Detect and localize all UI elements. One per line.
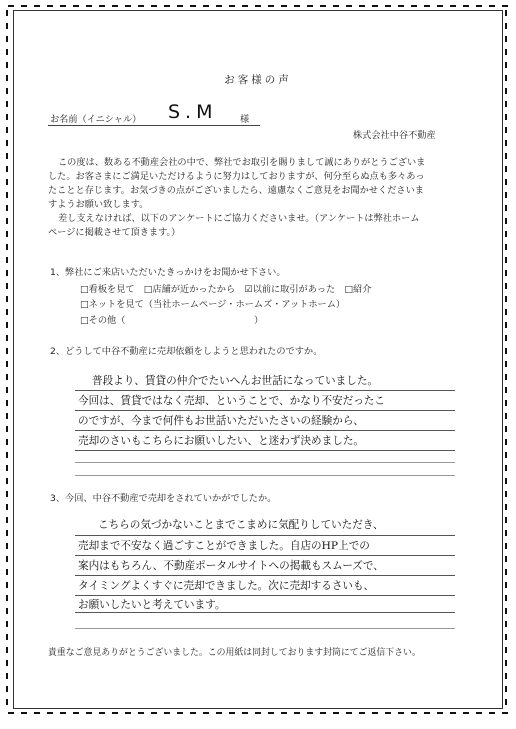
name-label: お名前（イニシャル） <box>50 114 142 125</box>
q1-option-row[interactable]: □その他（ ） <box>80 315 264 326</box>
company-name: 株式会社中谷不動産 <box>353 130 436 141</box>
answer-line <box>75 450 455 451</box>
q2-answer-line: のですが、今まで何件もお世話いただいたさいの経験から、 <box>78 415 365 427</box>
q1-question: 1、弊社にご来店いただいたきっかけをお聞かせ下さい。 <box>50 267 286 278</box>
page-title: お客様の声 <box>224 74 292 86</box>
intro-line: ページに掲載させて頂きます。） <box>48 227 181 238</box>
answer-line <box>75 612 455 613</box>
q3-answer-line: こちらの気づかないことまでこまめに気配りしていただき、 <box>98 519 384 531</box>
answer-line <box>75 595 455 596</box>
q3-question: 3、今回、中谷不動産で売却をされていかがでしたか。 <box>50 493 277 504</box>
q2-answer-line: 今回は、賃貸ではなく売却、ということで、かなり不安だったこ <box>78 395 386 407</box>
answer-line <box>75 410 455 411</box>
q1-option-row[interactable]: □ネットを見て（当社ホームページ・ホームズ・アットホーム） <box>80 299 346 310</box>
intro-line: たことと存じます。お気づきの点がございましたら、遠慮なくご意見をお聞かせくださいま <box>48 185 424 196</box>
answer-line <box>75 555 455 556</box>
intro-line: この度は、数ある不動産会社の中で、弊社でお取引を賜りまして誠にありがとうございま <box>58 157 426 168</box>
name-underline <box>48 125 260 126</box>
answer-line <box>75 575 455 576</box>
q2-question: 2、どうして中谷不動産に売却依頼をしようと思われたのですか。 <box>50 346 323 357</box>
top-border <box>8 5 508 7</box>
answer-line <box>75 462 455 463</box>
q1-option-row[interactable]: □看板を見て □店舗が近かったから ☑以前に取引があった □紹介 <box>80 284 372 295</box>
q3-answer-line: お願いしたいと考えています。 <box>78 599 226 611</box>
q3-answer-line: 案内はもちろん、不動産ポータルサイトへの掲載もスムーズで、 <box>78 560 384 572</box>
bottom-border <box>8 712 508 714</box>
answer-line <box>75 535 455 536</box>
right-border <box>505 10 507 708</box>
q2-answer-line: 売却のさいもこちらにお願いしたい、と迷わず決めました。 <box>78 435 365 447</box>
q3-answer-line: 売却まで不安なく過ごすことができました。自店のHP上での <box>78 540 370 552</box>
q2-answer-line: 普段より、賃貸の仲介でたいへんお世話になっていました。 <box>92 375 379 387</box>
answer-line <box>75 390 455 391</box>
answer-line <box>75 628 455 629</box>
intro-line: すようお願い致します。 <box>48 199 149 210</box>
intro-line: 差し支えなければ、以下のアンケートにご協力くださいませ。（アンケートは弊社ホーム <box>58 213 420 224</box>
name-value: S.M <box>168 101 218 123</box>
answer-line <box>75 475 455 476</box>
answer-line <box>75 430 455 431</box>
left-border <box>6 10 8 708</box>
name-suffix: 様 <box>240 114 250 125</box>
intro-line: した。お客さまにご満足いただけるように努力はしておりますが、何分至らぬ点も多々あっ <box>48 171 425 182</box>
footer-note: 貴重なご意見ありがとうございました。この用紙は同封しております封筒にてご返信下さい。 <box>48 648 421 658</box>
q3-answer-line: タイミングよくすぐに売却できました。次に売却するさいも、 <box>78 580 375 592</box>
